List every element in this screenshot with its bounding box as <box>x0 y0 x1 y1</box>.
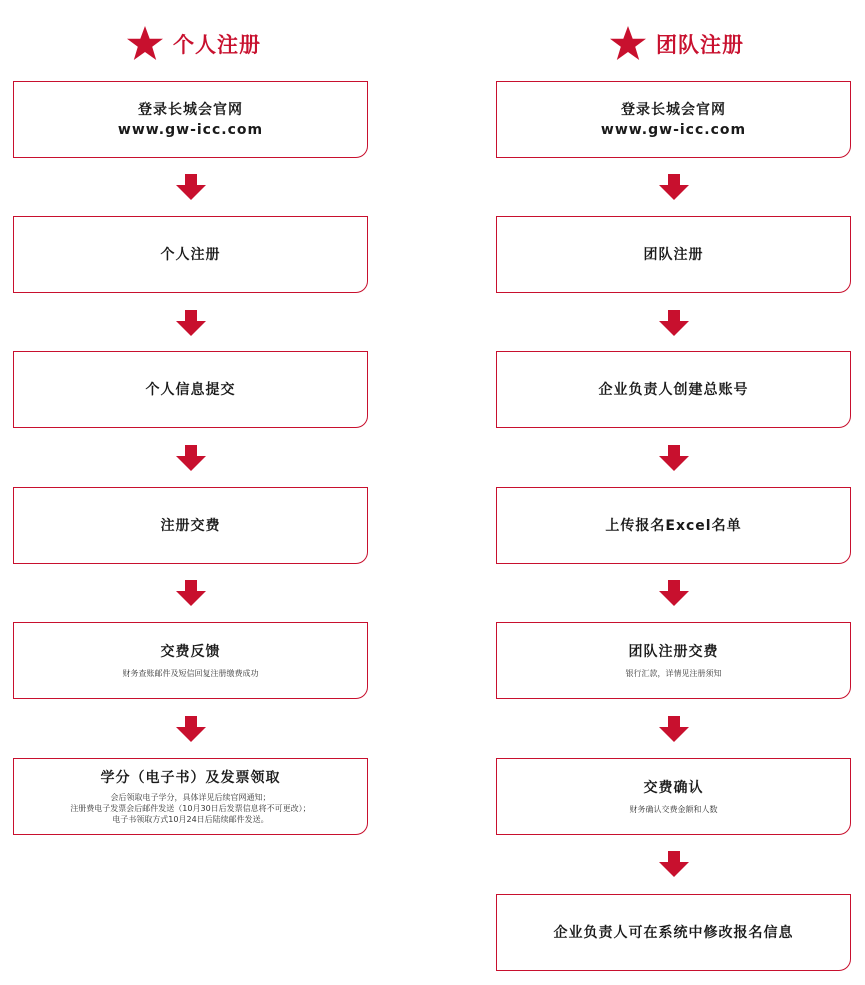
step-title: 交费确认 <box>643 780 704 796</box>
personal-step-register <box>13 216 368 293</box>
personal-step-login <box>13 81 368 158</box>
step-note-line: 会后领取电子学分，具体详见后续官网通知； <box>110 793 271 802</box>
star-icon <box>125 24 165 64</box>
arrow-down-icon <box>659 310 689 336</box>
step-title: 企业负责人创建总账号 <box>598 381 749 398</box>
step-title: 注册交费 <box>160 517 221 534</box>
arrow-down-icon <box>176 445 206 471</box>
team-step-payment <box>496 622 851 699</box>
step-title: 登录长城会官网 <box>138 101 243 118</box>
step-title: 登录长城会官网 <box>621 101 726 118</box>
team-step-login <box>496 81 851 158</box>
step-title: 个人注册 <box>160 246 221 263</box>
step-subtitle: 银行汇款，详情见注册须知 <box>625 669 722 678</box>
arrow-down-icon <box>176 174 206 200</box>
personal-heading <box>13 22 373 66</box>
arrow-down-icon <box>176 580 206 606</box>
step-subtitle: 财务确认交费金额和人数 <box>629 805 718 814</box>
arrow-down-icon <box>176 716 206 742</box>
step-title: 企业负责人可在系统中修改报名信息 <box>553 924 794 941</box>
personal-heading-title: 个人注册 <box>173 33 261 57</box>
arrow-down-icon <box>659 174 689 200</box>
step-subtitle: 财务查账邮件及短信回复注册缴费成功 <box>122 669 259 678</box>
arrow-down-icon <box>659 445 689 471</box>
step-note-line: 注册费电子发票会后邮件发送（10月30日后发票信息将不可更改）； <box>70 804 311 813</box>
team-step-register <box>496 216 851 293</box>
team-step-create-account <box>496 351 851 428</box>
step-title: 个人信息提交 <box>145 381 236 398</box>
team-heading <box>496 22 856 66</box>
arrow-down-icon <box>659 716 689 742</box>
personal-registration-column <box>13 0 373 985</box>
step-title: 上传报名Excel名单 <box>605 517 742 534</box>
personal-step-payment <box>13 487 368 564</box>
personal-step-info-submit <box>13 351 368 428</box>
step-title: 团队注册交费 <box>628 644 719 660</box>
website-url: www.gw-icc.com <box>117 121 264 138</box>
arrow-down-icon <box>659 580 689 606</box>
step-title: 学分（电子书）及发票领取 <box>100 770 281 786</box>
arrow-down-icon <box>176 310 206 336</box>
website-url: www.gw-icc.com <box>600 121 747 138</box>
step-title: 团队注册 <box>643 246 704 263</box>
team-step-payment-confirm <box>496 758 851 835</box>
personal-step-payment-feedback <box>13 622 368 699</box>
team-heading-title: 团队注册 <box>656 33 744 57</box>
team-registration-column <box>496 0 856 985</box>
star-icon <box>608 24 648 64</box>
team-step-upload-excel <box>496 487 851 564</box>
team-step-modify-info <box>496 894 851 971</box>
step-note-line: 电子书领取方式10月24日后陆续邮件发送。 <box>112 815 269 824</box>
personal-step-credits-invoice <box>13 758 368 835</box>
step-title: 交费反馈 <box>160 644 221 660</box>
arrow-down-icon <box>659 851 689 877</box>
